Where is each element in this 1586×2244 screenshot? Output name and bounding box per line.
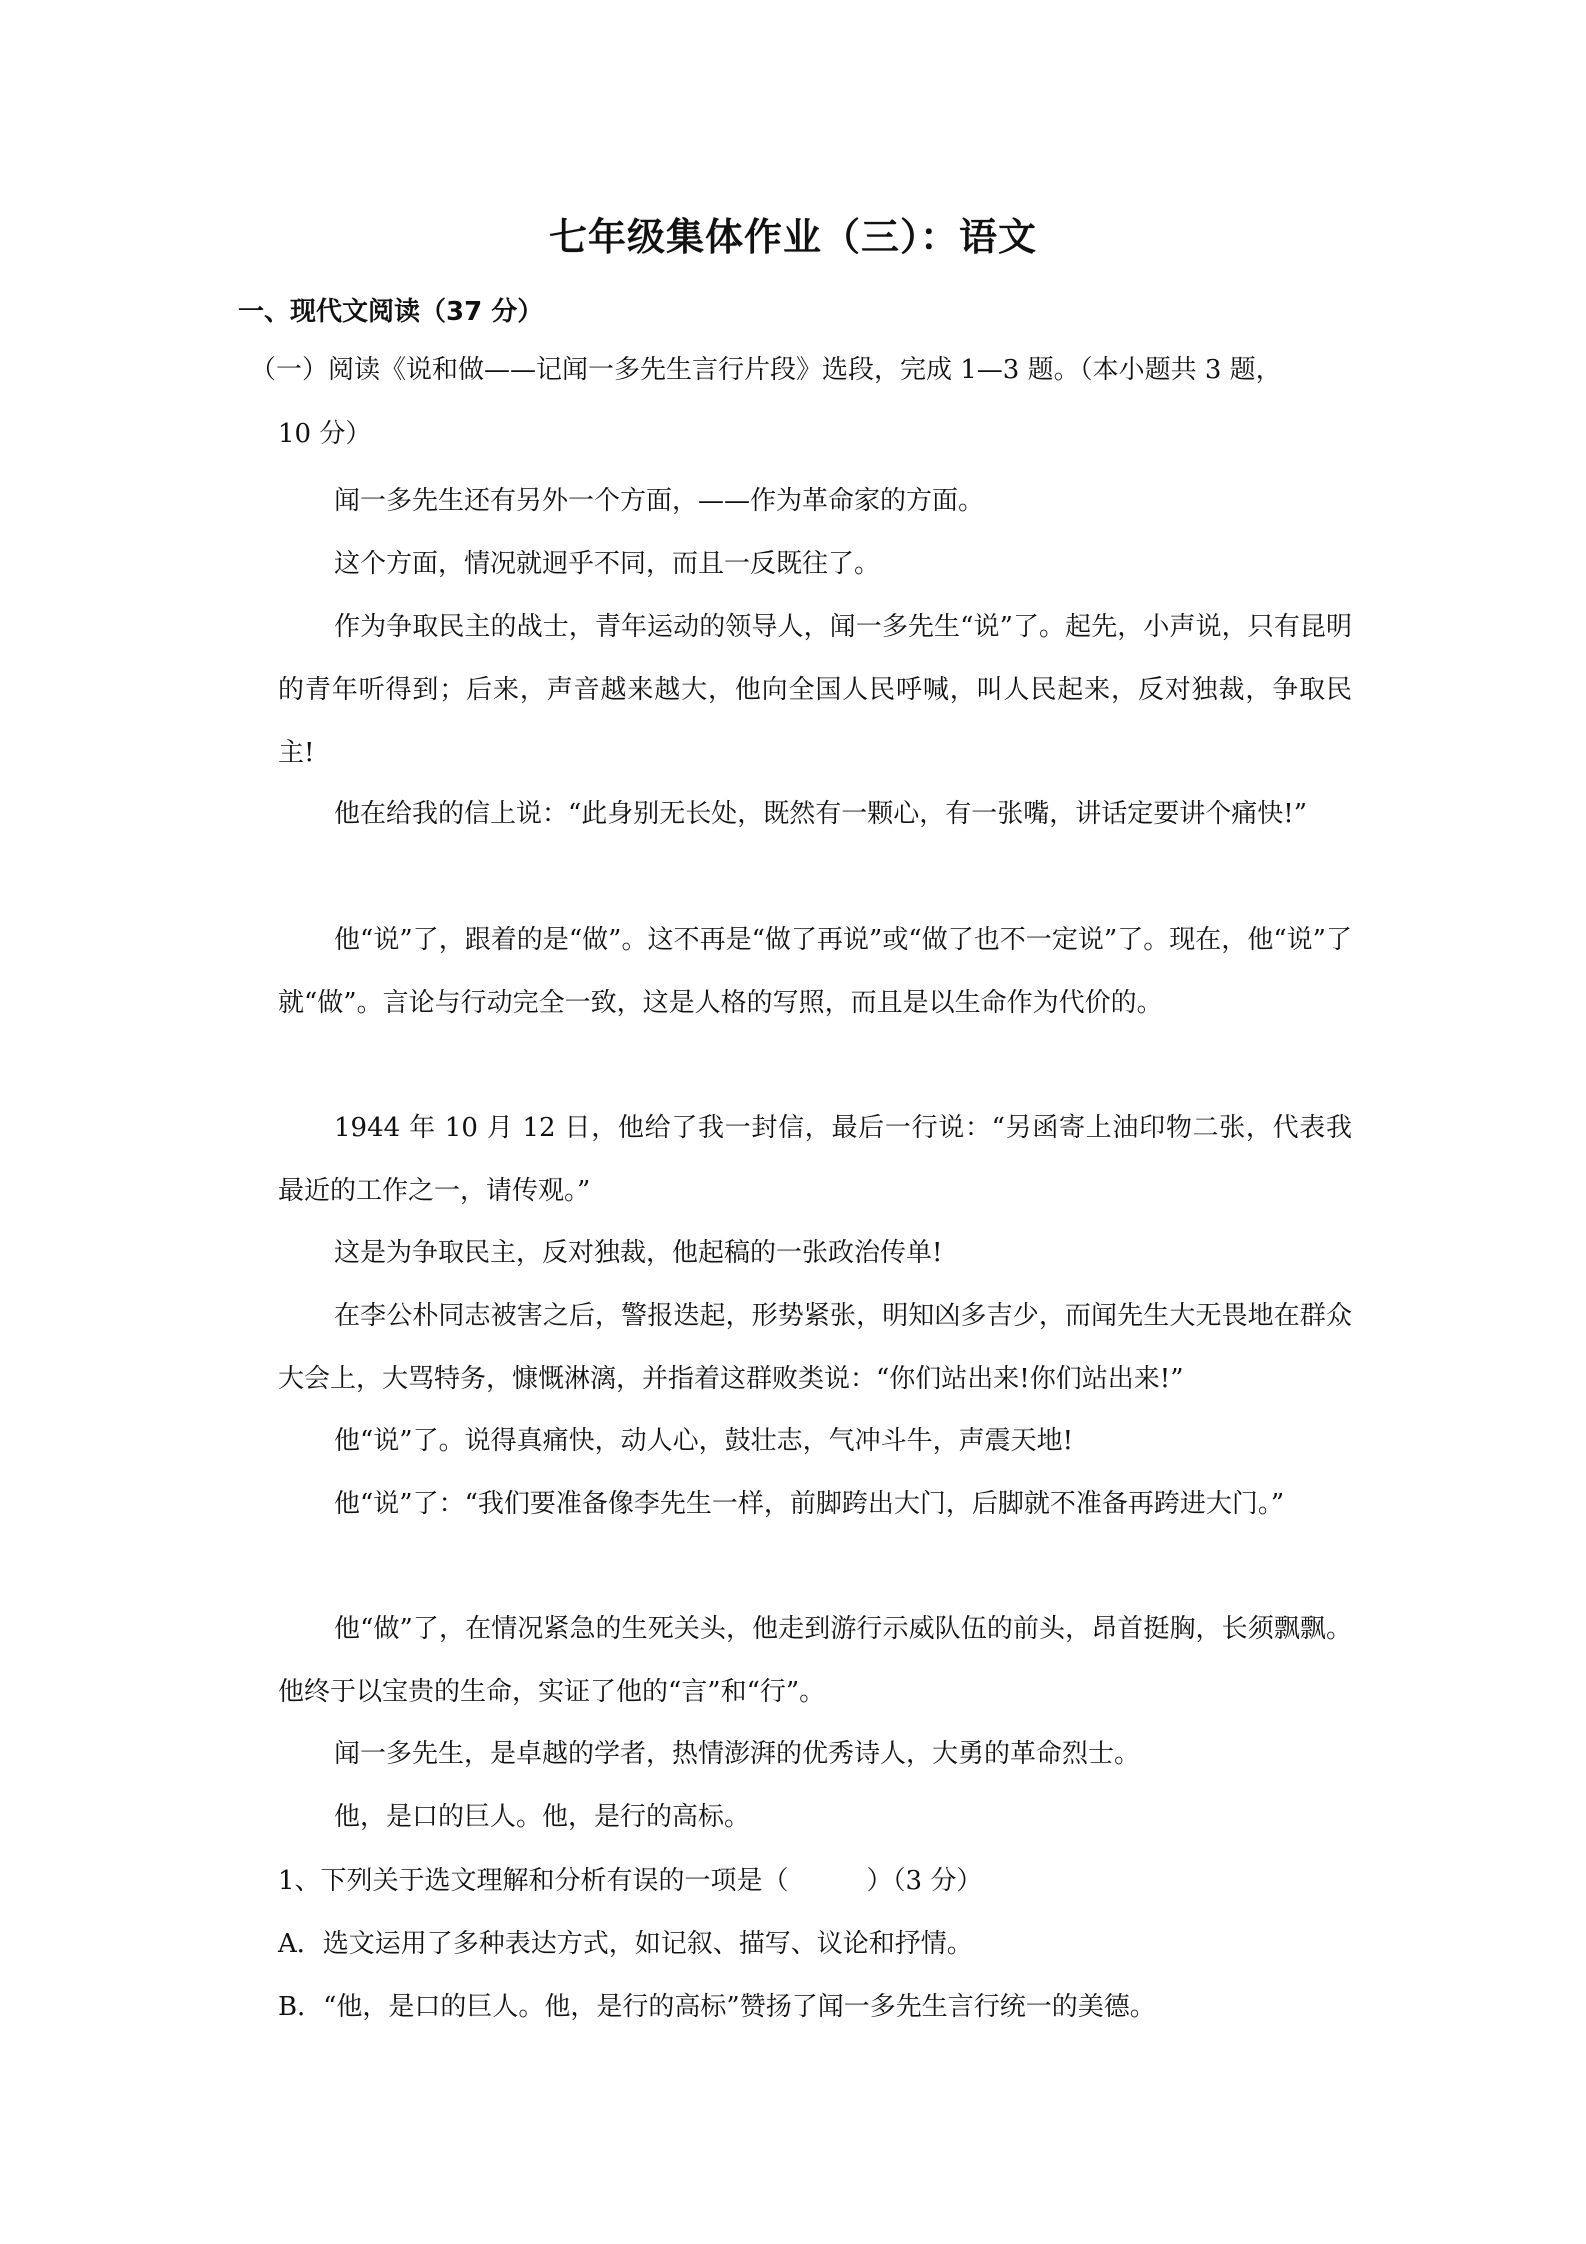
- question-1-option-a: A．选文运用了多种表达方式，如记叙、描写、议论和抒情。: [278, 1929, 973, 1959]
- paragraph-1: [278, 470, 1352, 533]
- paragraph-text: 他“做”了，在情况紧急的生死关头，他走到游行示威队伍的前头，昂首挺胸，长须飘飘。他终于以宝贵的生命，实证了他的“言”和“行”。: [278, 1614, 1352, 1707]
- paragraph-2: [278, 533, 1352, 596]
- paragraph-text: 1944 年 10 月 12 日，他给了我一封信，最后一行说：“另函寄上油印物二张，代表我最近的工作之一，请传观。”: [278, 1113, 1352, 1206]
- paragraph-7: [278, 1222, 1352, 1285]
- paragraph-text: 闻一多先生，是卓越的学者，热情澎湃的优秀诗人，大勇的革命烈士。: [334, 1739, 1141, 1769]
- paragraph-4: [278, 783, 1352, 846]
- paragraph-text: 他，是口的巨人。他，是行的高标。: [334, 1802, 751, 1832]
- paragraph-8: [278, 1285, 1352, 1411]
- passage-intro-line-1: （一）阅读《说和做——记闻一多先生言行片段》选段，完成 1—3 题。（本小题共 3 题，: [250, 355, 1282, 385]
- question-1-stem: 1、下列关于选文理解和分析有误的一项是（ ）（3 分）: [278, 1866, 983, 1896]
- paragraph-text: 闻一多先生还有另外一个方面，——作为革命家的方面。: [334, 486, 985, 516]
- paragraph-12: [278, 1723, 1352, 1786]
- paragraph-9: [278, 1410, 1352, 1473]
- section-heading: 一、现代文阅读（37 分）: [238, 297, 544, 327]
- paragraph-11: [278, 1598, 1352, 1724]
- paragraph-text: 在李公朴同志被害之后，警报迭起，形势紧张，明知凶多吉少，而闻先生大无畏地在群众大会上，大骂特务，慷慨淋漓，并指着这群败类说：“你们站出来!你们站出来!”: [278, 1301, 1352, 1394]
- document-title: 七年级集体作业（三）：语文: [548, 215, 1037, 259]
- paragraph-13: [278, 1786, 1352, 1849]
- paragraph-text: 这个方面，情况就迥乎不同，而且一反既往了。: [334, 549, 881, 579]
- paragraph-text: 他在给我的信上说：“此身别无长处，既然有一颗心，有一张嘴，讲话定要讲个痛快!”: [334, 799, 1308, 829]
- paragraph-text: 他“说”了：“我们要准备像李先生一样，前脚跨出大门，后脚就不准备再跨进大门。”: [334, 1489, 1285, 1519]
- paragraph-6: [278, 1097, 1352, 1223]
- paragraph-text: 这是为争取民主，反对独裁，他起稿的一张政治传单!: [334, 1238, 943, 1268]
- paragraph-5: [278, 909, 1352, 1035]
- paragraph-text: 作为争取民主的战士，青年运动的领导人，闻一多先生“说”了。起先，小声说，只有昆明的青年听得到；后来，声音越来越大，他向全国人民呼喊，叫人民起来，反对独裁，争取民主!: [278, 612, 1352, 768]
- paragraph-10: [278, 1473, 1352, 1536]
- paragraph-text: 他“说”了。说得真痛快，动人心，鼓壮志，气冲斗牛，声震天地!: [334, 1426, 1074, 1456]
- paragraph-text: 他“说”了，跟着的是“做”。这不再是“做了再说”或“做了也不一定说”了。现在，他“说”了就“做”。言论与行动完全一致，这是人格的写照，而且是以生命作为代价的。: [278, 925, 1352, 1018]
- question-1-option-b: B．“他，是口的巨人。他，是行的高标”赞扬了闻一多先生言行统一的美德。: [278, 1992, 1156, 2022]
- passage-intro-line-2: 10 分）: [278, 419, 372, 449]
- paragraph-3: [278, 596, 1352, 785]
